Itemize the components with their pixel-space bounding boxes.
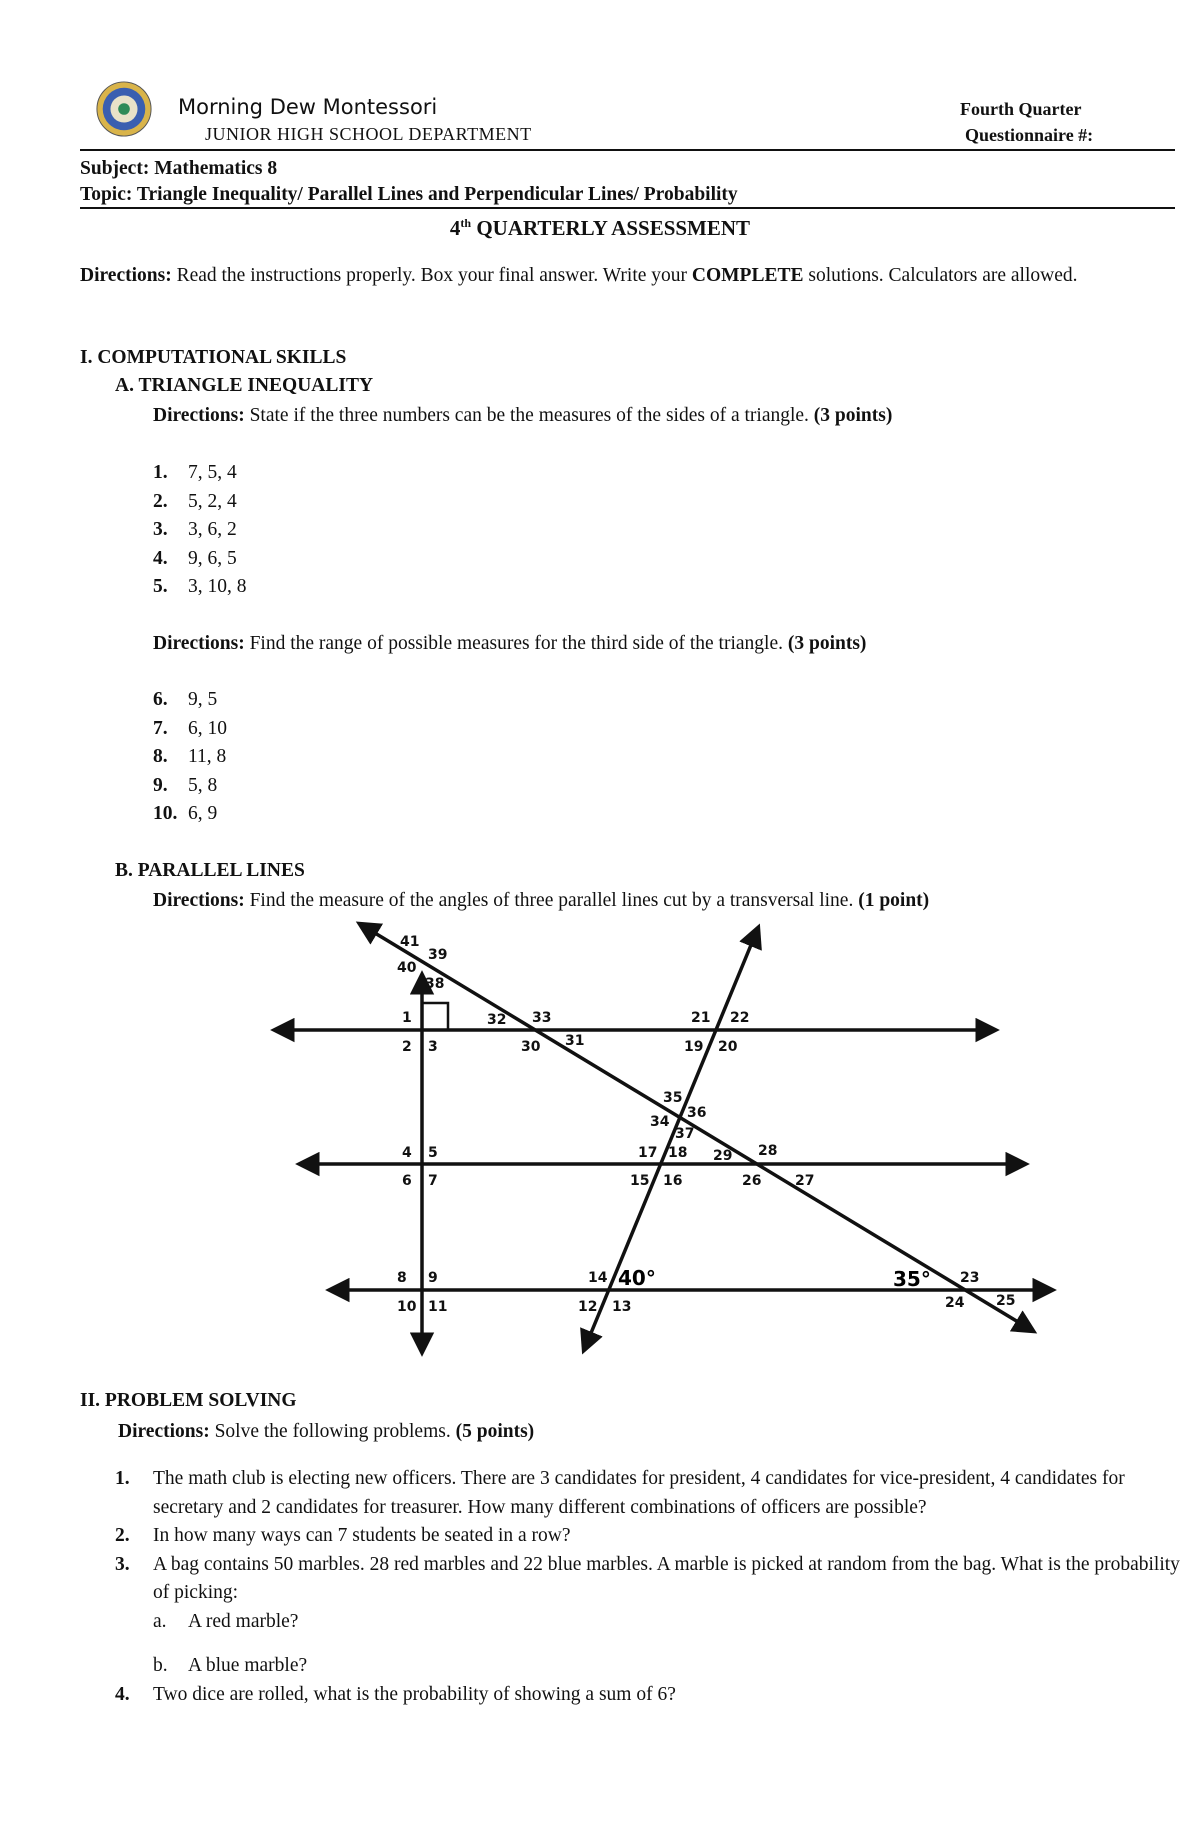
general-directions: Directions: Read the instructions properly. Box your final answer. Write your COMPLETE solutions. Calculators are allowed.: [80, 265, 1078, 286]
list-item: 6. 9, 5: [153, 689, 218, 710]
angle-label: 6: [402, 1173, 412, 1189]
triangle-list-2: [153, 686, 227, 829]
angle-label: 9: [428, 1270, 438, 1286]
list-item: 1. 7, 5, 4: [153, 462, 237, 483]
angle-label: 37: [675, 1126, 695, 1142]
section-2-directions: Directions: Solve the following problems. (5 points): [118, 1421, 535, 1442]
angle-label: 8: [397, 1270, 407, 1286]
list-item: 3. 3, 6, 2: [153, 519, 237, 540]
angle-label: 34: [650, 1114, 670, 1130]
option-a: a. A red marble?: [153, 1610, 299, 1632]
part-b-directions: Directions: Find the measure of the angles of three parallel lines cut by a transversal line. (1 point): [153, 890, 930, 911]
angle-label: 18: [668, 1145, 688, 1161]
angle-label: 4: [402, 1145, 412, 1161]
angle-label: 33: [532, 1010, 552, 1026]
angle-label: 39: [428, 947, 448, 963]
angle-label: 11: [428, 1299, 448, 1315]
angle-label: 7: [428, 1173, 438, 1189]
angle-label: 26: [742, 1173, 762, 1189]
angle-label: 38: [425, 976, 445, 992]
problem-item: 2. In how many ways can 7 students be seated in a row?: [115, 1525, 571, 1546]
angle-label: 15: [630, 1173, 650, 1189]
quarter-label: Fourth Quarter: [960, 99, 1082, 119]
angle-label: 30: [521, 1039, 541, 1055]
angle-label: 23: [960, 1270, 980, 1286]
angle-label: 1: [402, 1010, 412, 1026]
angle-label: 10: [397, 1299, 417, 1315]
section-1-title: I. COMPUTATIONAL SKILLS: [80, 347, 347, 368]
list-item: 5. 3, 10, 8: [153, 576, 247, 597]
angle-label: 41: [400, 934, 420, 950]
triangle-list-1: [153, 459, 247, 602]
section-2-title: II. PROBLEM SOLVING: [80, 1390, 297, 1411]
department-name: JUNIOR HIGH SCHOOL DEPARTMENT: [205, 124, 532, 144]
angle-label: 21: [691, 1010, 711, 1026]
part-a-title: A. TRIANGLE INEQUALITY: [115, 375, 374, 396]
angle-label: 12: [578, 1299, 598, 1315]
topic-divider: [80, 207, 1175, 209]
header-divider: [80, 149, 1175, 151]
angle-label: 17: [638, 1145, 658, 1161]
angle-label: 32: [487, 1012, 507, 1028]
parallel-lines-diagram: [260, 920, 1060, 1370]
angle-label: 20: [718, 1039, 738, 1055]
list-item: 10. 6, 9: [153, 803, 218, 824]
angle-label: 2: [402, 1039, 412, 1055]
angle-label: 35: [663, 1090, 683, 1106]
school-name: Morning Dew Montessori: [178, 95, 438, 119]
list-item: 2. 5, 2, 4: [153, 490, 237, 512]
angle-label: 36: [687, 1105, 707, 1121]
angle-label: 14: [588, 1270, 608, 1286]
topic-line: Topic: Triangle Inequality/ Parallel Lines and Perpendicular Lines/ Probability: [80, 184, 738, 205]
angle-label: 19: [684, 1039, 704, 1055]
school-logo: [95, 80, 153, 138]
part-a-directions-1: Directions: State if the three numbers can be the measures of the sides of a triangle. (3 points): [153, 405, 893, 426]
given-angle-35: 35°: [893, 1267, 931, 1291]
list-item: 9. 5, 8: [153, 774, 218, 796]
problem-item: 4. Two dice are rolled, what is the probability of showing a sum of 6?: [115, 1683, 676, 1705]
angle-label: 5: [428, 1145, 438, 1161]
questionnaire-label: Questionnaire #:: [965, 125, 1094, 145]
angle-label: 31: [565, 1033, 585, 1049]
angle-label: 22: [730, 1010, 750, 1026]
list-item: 8. 11, 8: [153, 746, 227, 767]
part-b-title: B. PARALLEL LINES: [115, 860, 305, 881]
angle-label: 27: [795, 1173, 815, 1189]
angle-label: 40: [397, 960, 417, 976]
list-item: 7. 6, 10: [153, 717, 227, 739]
angle-label: 3: [428, 1039, 438, 1055]
page-title: 4th QUARTERLY ASSESSMENT: [449, 216, 751, 240]
option-b: b. A blue marble?: [153, 1655, 308, 1676]
problem-list: [115, 1465, 1180, 1709]
angle-label: 28: [758, 1143, 778, 1159]
problem-item: 3. A bag contains 50 marbles. 28 red marbles and 22 blue marbles. A marble is picked at random from the bag. What is the probability of picking: a. A red marble? b. A blue marble?: [115, 1551, 1180, 1681]
angle-label: 29: [713, 1148, 733, 1164]
given-angle-40: 40°: [618, 1266, 656, 1290]
subject-line: Subject: Mathematics 8: [80, 158, 278, 179]
angle-label: 25: [996, 1293, 1016, 1309]
list-item: 4. 9, 6, 5: [153, 547, 237, 569]
angle-label: 16: [663, 1173, 683, 1189]
angle-label: 13: [612, 1299, 632, 1315]
angle-label: 24: [945, 1295, 965, 1311]
part-a-directions-2: Directions: Find the range of possible measures for the third side of the triangle. (3 points): [153, 633, 867, 654]
problem-item: 1. The math club is electing new officers. There are 3 candidates for president, 4 candidates for vice-president, 4 candidates for secretary and 2 candidates for treasurer. How many different combinations of officers are possible?: [115, 1468, 1125, 1518]
